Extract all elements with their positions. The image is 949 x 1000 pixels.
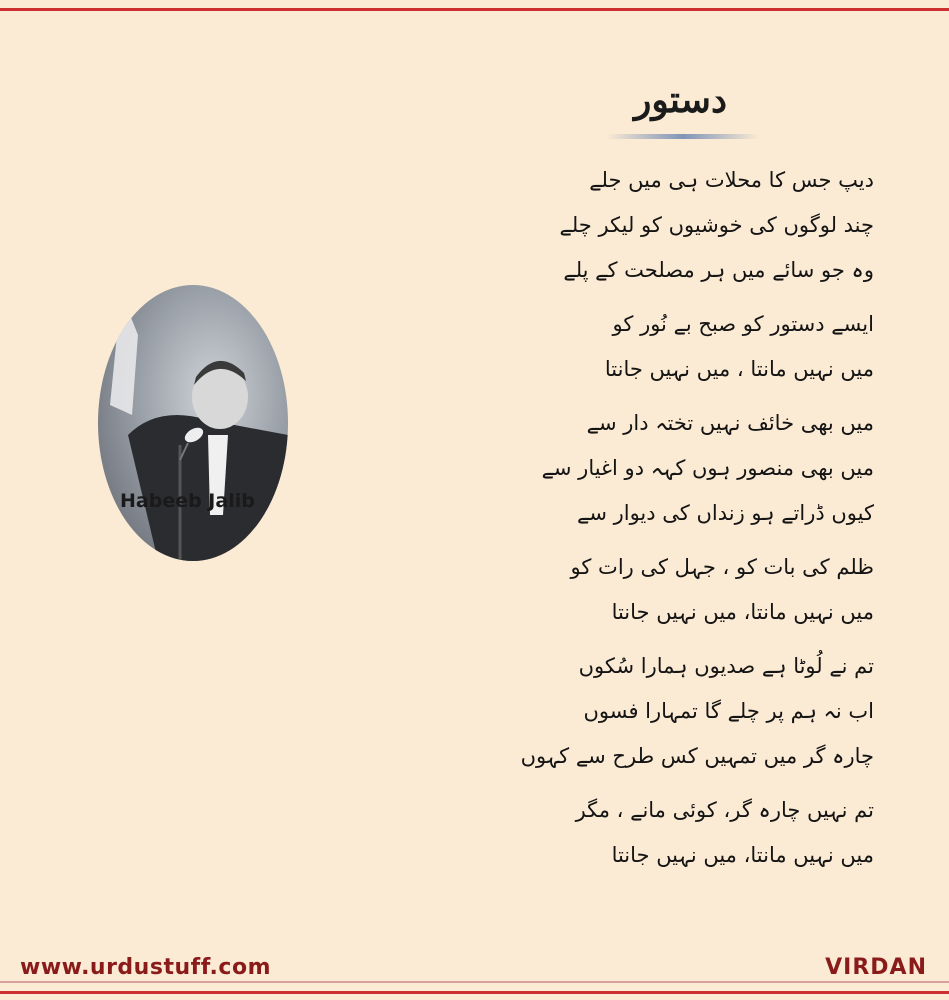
- poem-title: دستور: [633, 79, 727, 121]
- stanza: [354, 788, 874, 878]
- poem-body: [354, 158, 874, 887]
- photo-caption: Habeeb Jalib: [120, 490, 255, 512]
- website-link[interactable]: www.urdustuff.com: [20, 955, 271, 980]
- poem-line: ظلم کی بات کو ، جہل کی رات کو: [570, 555, 874, 579]
- poet-photo: [98, 285, 288, 561]
- title-underline: [606, 134, 760, 139]
- poem-line: میں بھی منصور ہوں کہہ دو اغیار سے: [541, 456, 874, 480]
- stanza: [354, 302, 874, 392]
- brand-label: VIRDAN: [825, 955, 927, 980]
- poem-line: چارہ گر میں تمہیں کس طرح سے کہوں: [520, 744, 874, 768]
- stanza: [354, 158, 874, 293]
- poem-line: میں بھی خائف نہیں تختہ دار سے: [586, 411, 874, 435]
- poem-line: ایسے دستور کو صبح بے نُور کو: [612, 312, 874, 336]
- stanza: [354, 545, 874, 635]
- poem-line: چند لوگوں کی خوشیوں کو لیکر چلے: [559, 213, 874, 237]
- poem-line: میں نہیں مانتا، میں نہیں جانتا: [611, 843, 874, 867]
- poem-line: وہ جو سائے میں ہر مصلحت کے پلے: [563, 258, 874, 282]
- poem-line: میں نہیں مانتا ، میں نہیں جانتا: [604, 357, 874, 381]
- poem-line: تم نے لُوٹا ہے صدیوں ہمارا سُکوں: [578, 654, 874, 678]
- top-rule: [0, 8, 949, 11]
- poem-line: کیوں ڈراتے ہو زنداں کی دیوار سے: [577, 501, 874, 525]
- poem-line: میں نہیں مانتا، میں نہیں جانتا: [611, 600, 874, 624]
- poem-line: دیپ جس کا محلات ہی میں جلے: [589, 168, 874, 192]
- stanza: [354, 644, 874, 779]
- stanza: [354, 401, 874, 536]
- bottom-rule: [0, 991, 949, 994]
- poem-line: اب نہ ہم پر چلے گا تمہارا فسوں: [583, 699, 874, 723]
- bottom-inner-rule: [0, 981, 949, 983]
- poem-line: تم نہیں چارہ گر، کوئی مانے ، مگر: [575, 798, 874, 822]
